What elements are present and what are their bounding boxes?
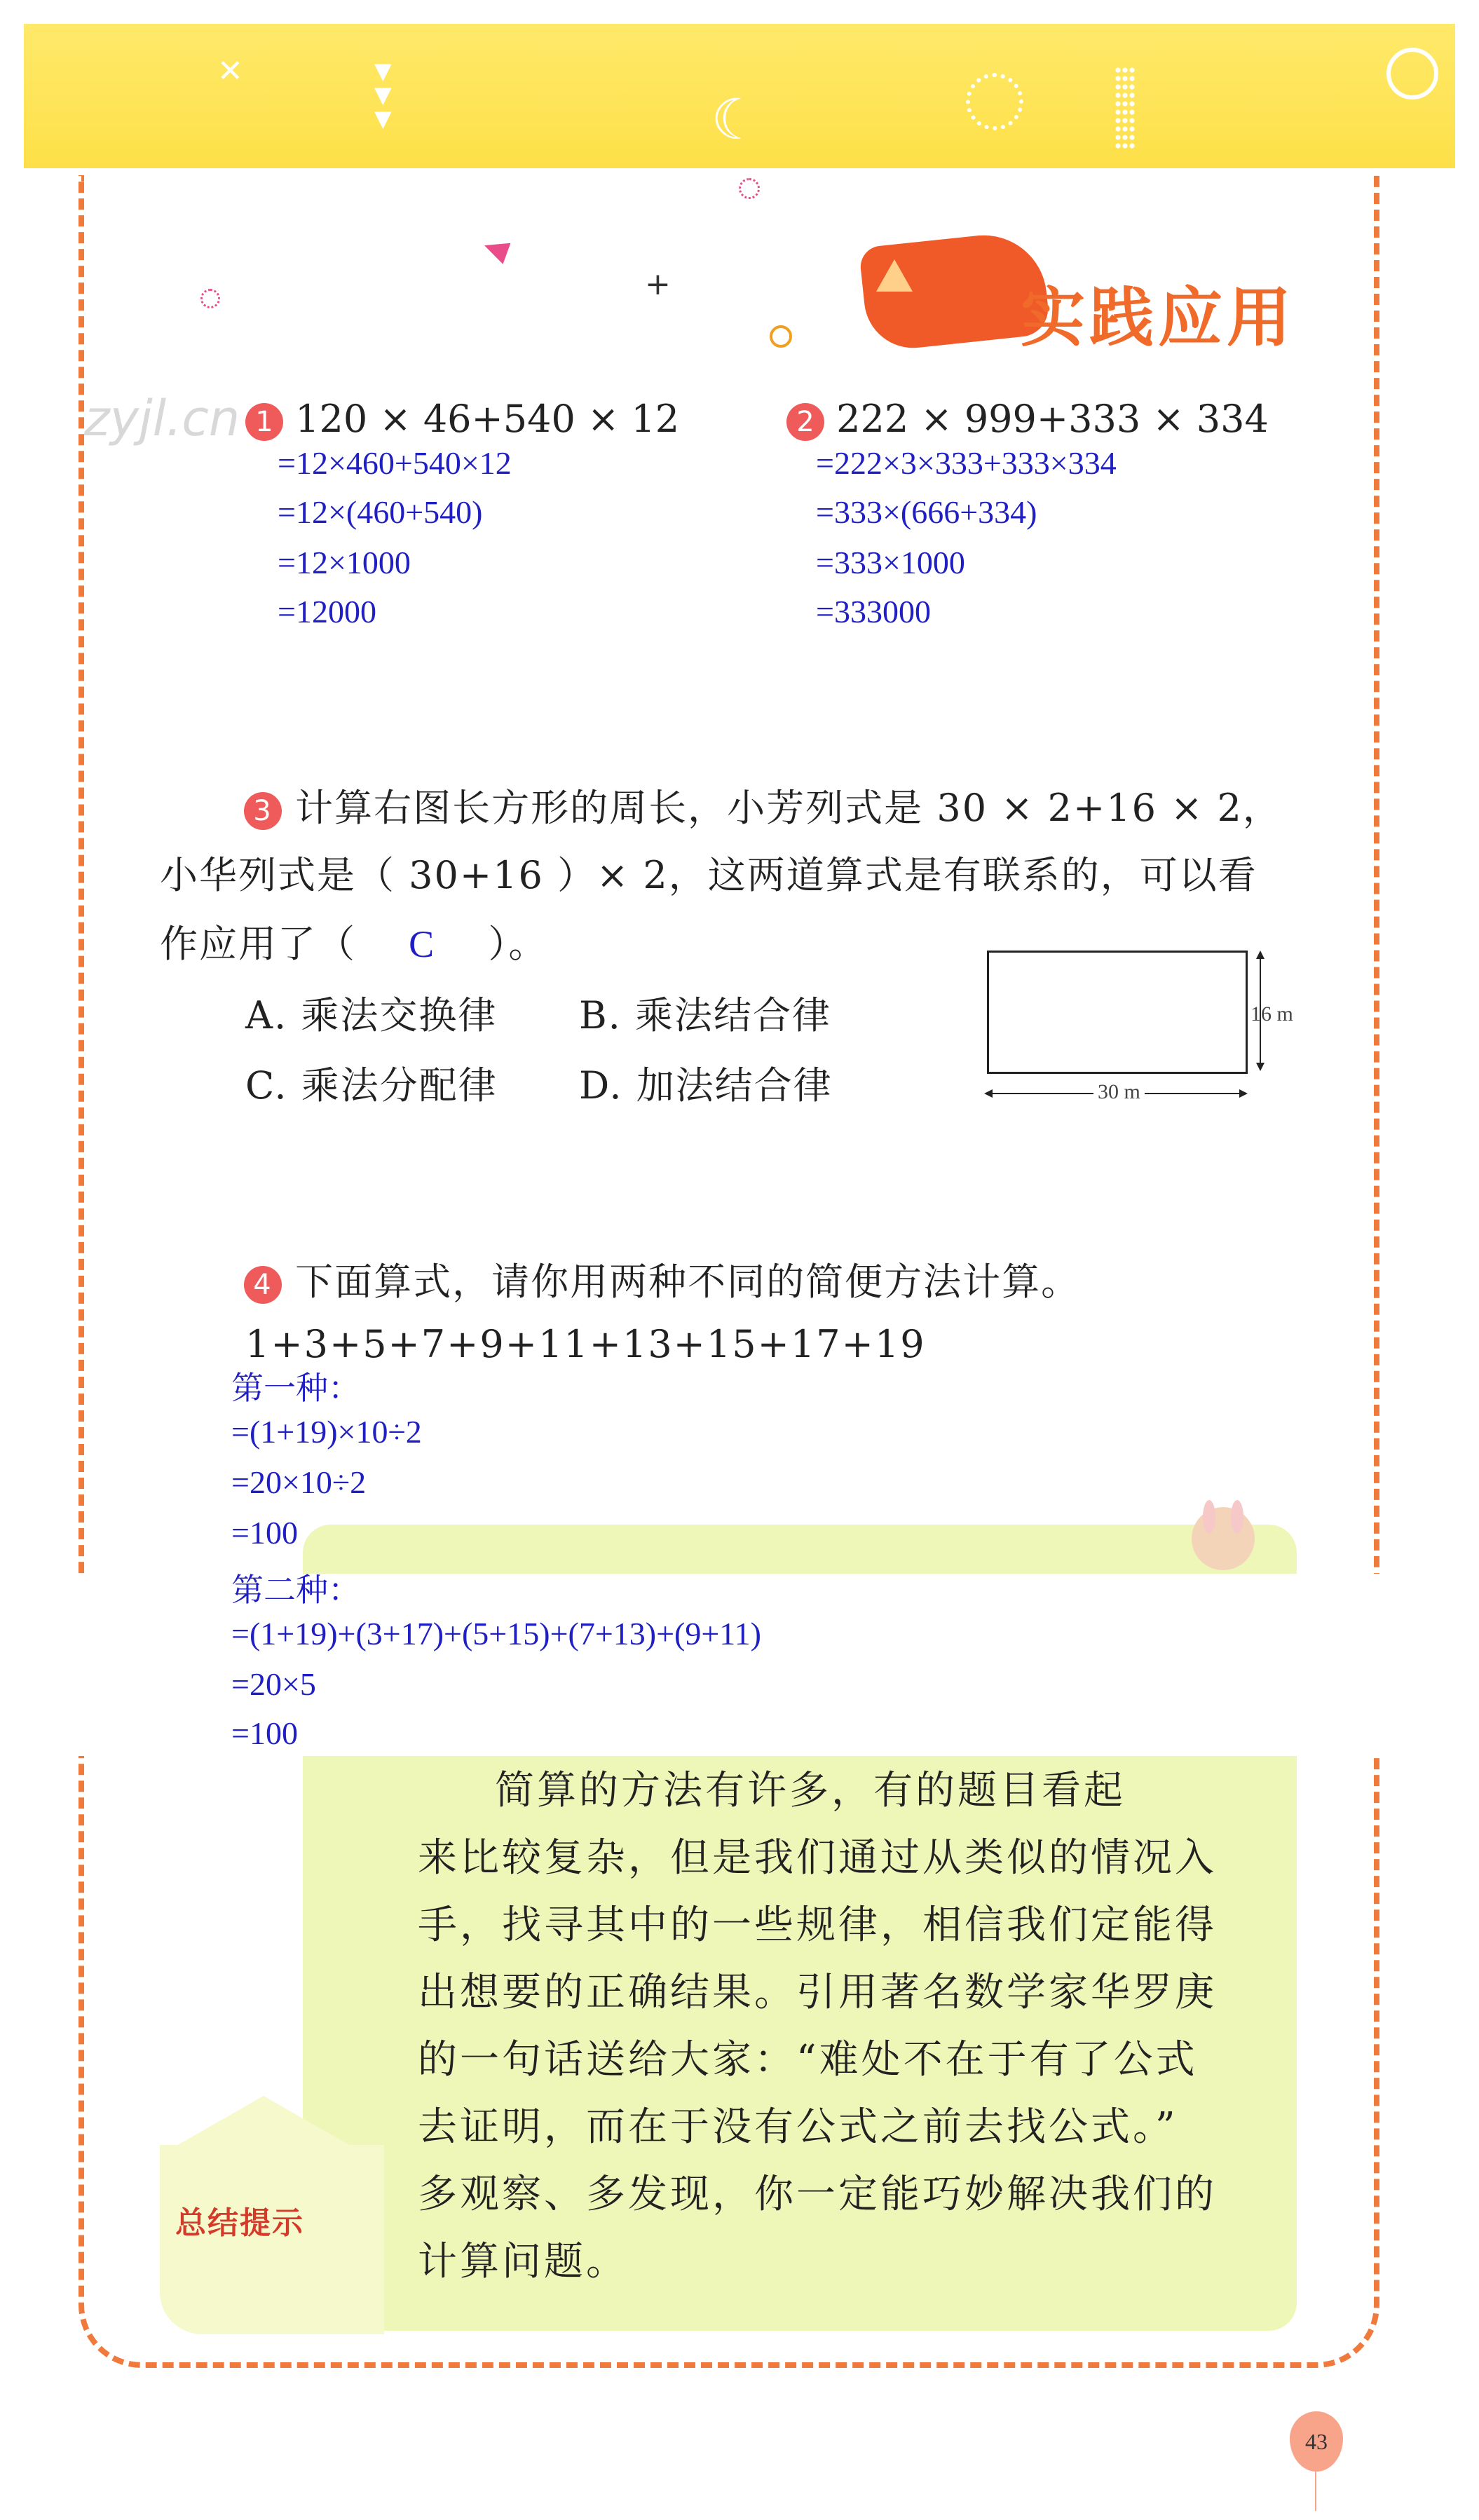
- solution-step: =12×(460+540): [278, 494, 483, 530]
- problem-3-line-2: 小华列式是（ 30+16 ）× 2，这两道算式是有联系的，可以看: [160, 853, 1258, 897]
- solution-step: =333000: [816, 594, 931, 629]
- top-banner: [24, 24, 1455, 168]
- summary-line: 简算的方法有许多，有的题目看起: [495, 1768, 1126, 1813]
- problem-4-prompt: [244, 1252, 1080, 1306]
- cross-decoration-icon: ✕: [217, 53, 243, 89]
- option-a: A. 乘法交换律: [245, 993, 498, 1037]
- option-d: D. 加法结合律: [579, 1063, 833, 1108]
- section-title: 实践应用: [1021, 280, 1296, 355]
- solution-step: =12000: [278, 594, 376, 629]
- width-label: 30 m: [1093, 1080, 1145, 1104]
- summary-line: 手，找寻其中的一些规律，相信我们定能得: [418, 1902, 1217, 1948]
- triangles-decoration-icon: ▼ ▼ ▼: [374, 57, 392, 132]
- summary-line: 的一句话送给大家：“难处不在于有了公式: [418, 2037, 1198, 2083]
- solution-step: =100: [231, 1715, 298, 1751]
- rings-decoration-icon: [770, 325, 792, 348]
- problem-number: 3: [244, 792, 282, 830]
- problem-number: 2: [786, 403, 824, 441]
- ring-decoration-icon: [1386, 48, 1438, 100]
- problem-text: 下面算式，请你用两种不同的简便方法计算。: [295, 1260, 1081, 1304]
- problem-text: 计算右图长方形的周长，小芳列式是 30 × 2+16 × 2，: [295, 786, 1282, 830]
- summary-tag: 总结提示: [175, 2205, 304, 2241]
- small-circle-decoration-icon: [200, 289, 220, 308]
- option-b: B. 乘法结合律: [579, 993, 832, 1037]
- problem-1: [245, 397, 679, 441]
- problem-3-line-3: [160, 914, 547, 968]
- summary-tag-roof: [165, 2096, 362, 2152]
- solution-step: =333×(666+334): [816, 494, 1037, 530]
- bunny-ear-icon: [1203, 1500, 1215, 1534]
- plus-decoration-icon: +: [645, 266, 671, 302]
- bunny-icon: [1192, 1507, 1255, 1570]
- problem-2: [786, 397, 1269, 441]
- solution-step: =222×3×333+333×334: [816, 445, 1117, 481]
- solution-step: =(1+19)×10÷2: [231, 1414, 422, 1450]
- summary-line: 去证明，而在于没有公式之前去找公式。”: [418, 2104, 1178, 2150]
- solution-step: =(1+19)+(3+17)+(5+15)+(7+13)+(9+11): [231, 1616, 761, 1651]
- problem-4-expression: 1+3+5+7+9+11+13+15+17+19: [245, 1322, 926, 1366]
- solution-step: =20×5: [231, 1666, 316, 1702]
- problem-expression: 120 × 46+540 × 12: [295, 397, 680, 441]
- problem-number: 1: [245, 403, 283, 441]
- problem-text: 作应用了（: [160, 922, 356, 966]
- watermark: zyjl.cn: [84, 390, 240, 447]
- problem-expression: 222 × 999+333 × 334: [836, 397, 1269, 441]
- bunny-ear-icon: [1231, 1500, 1243, 1534]
- solution-step: =100: [231, 1515, 298, 1551]
- problem-text: ）。: [488, 922, 548, 966]
- summary-line: 出想要的正确结果。引用著名数学家华罗庚: [418, 1970, 1217, 2015]
- solution-step: =12×460+540×12: [278, 445, 512, 481]
- solution-step: =12×1000: [278, 545, 411, 580]
- dots-decoration-icon: [1115, 66, 1136, 150]
- summary-line: 来比较复杂，但是我们通过从类似的情况入: [418, 1835, 1217, 1881]
- problem-3-line-1: [244, 778, 1282, 832]
- summary-line: 多观察、多发现，你一定能巧妙解决我们的: [418, 2172, 1217, 2217]
- option-c: C. 乘法分配律: [245, 1063, 498, 1108]
- warning-triangle-icon: [876, 259, 913, 292]
- circle-decoration-icon: [966, 73, 1023, 130]
- summary-line: 计算问题。: [418, 2239, 628, 2284]
- dot-circle-decoration-icon: [739, 178, 760, 199]
- height-label: 16 m: [1250, 1002, 1293, 1026]
- problem-number: 4: [244, 1266, 282, 1304]
- solution-step: =333×1000: [816, 545, 965, 580]
- method-1-title: 第一种：: [231, 1370, 360, 1406]
- method-2-title: 第二种：: [231, 1572, 360, 1608]
- answer-area-mask: [70, 484, 1388, 687]
- dimension-arrows: [981, 946, 1318, 1115]
- page-number-string: [1315, 2472, 1316, 2511]
- page-number: 43: [1290, 2411, 1343, 2472]
- answer-blank[interactable]: C: [409, 923, 436, 965]
- moon-decoration-icon: ☾: [711, 87, 761, 152]
- solution-step: =20×10÷2: [231, 1464, 367, 1500]
